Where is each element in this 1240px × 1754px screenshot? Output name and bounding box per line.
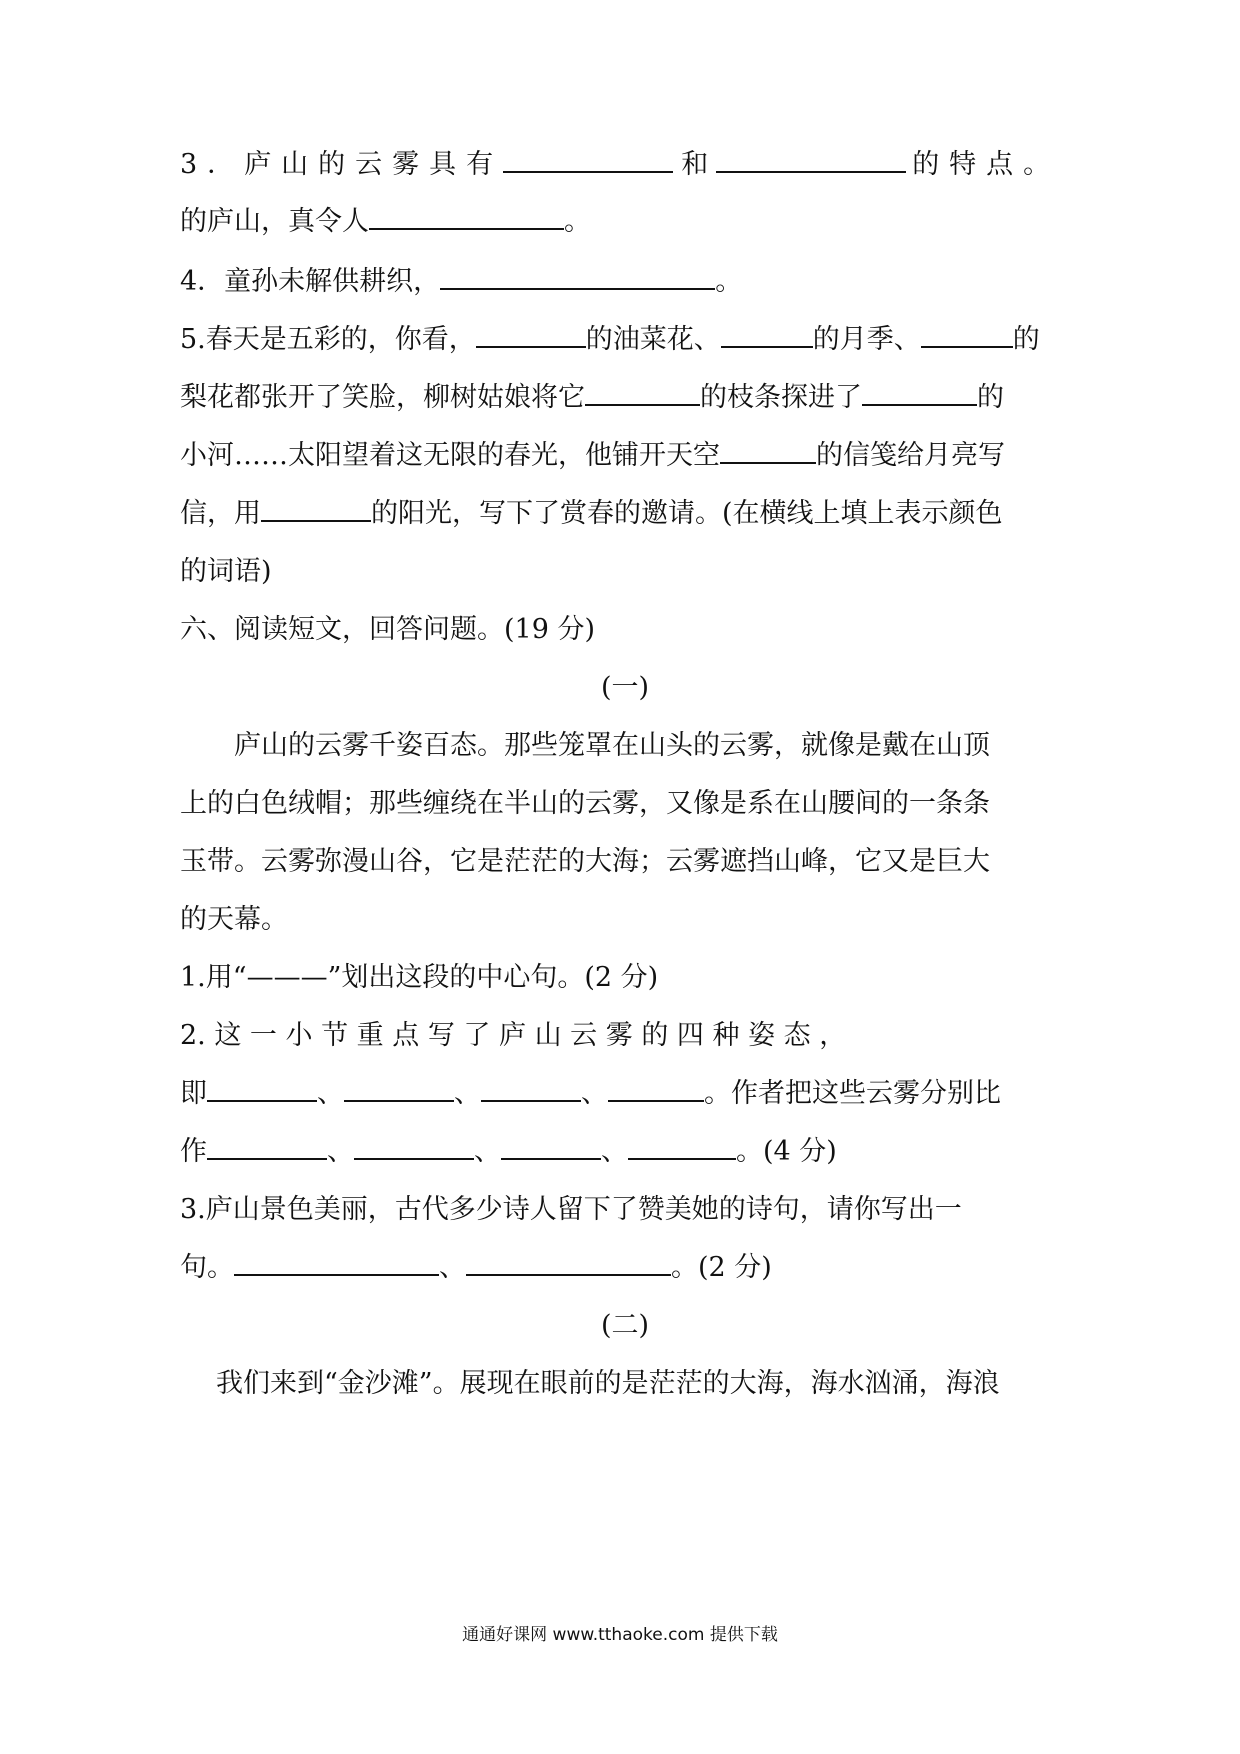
q5-line2 xyxy=(180,378,1070,418)
part2-para-line1: 我们来到“金沙滩”。展现在眼前的是茫茫的大海，海水汹涌，海浪 xyxy=(216,1368,1000,1399)
poem-blank-2[interactable] xyxy=(466,1248,671,1276)
q5-l2b: 的枝条探进了 xyxy=(700,382,862,413)
q3-blank-2[interactable] xyxy=(716,145,906,173)
q3-blank-1[interactable] xyxy=(503,145,673,173)
q3-blank-3[interactable] xyxy=(369,202,564,230)
q5-blank-5[interactable] xyxy=(862,378,977,406)
q5-l1a: 5.春天是五彩的，你看， xyxy=(180,324,476,355)
q5-blank-4[interactable] xyxy=(585,378,700,406)
page-footer: 通通好课网 www.tthaoke.com 提供下载 xyxy=(462,1625,778,1645)
q2c-end: 。(4 分) xyxy=(736,1136,837,1167)
q2-blank-8[interactable] xyxy=(628,1132,736,1160)
part1-question-1: 1.用“———”划出这段的中心句。(2 分) xyxy=(180,962,659,993)
q3-end: 的特点。 xyxy=(912,149,1061,180)
q3-number: 3． xyxy=(180,149,245,180)
q2-blank-5[interactable] xyxy=(207,1132,327,1160)
q5-l1b: 的油菜花、 xyxy=(585,324,721,355)
q3-line2 xyxy=(180,202,1070,242)
q2-blank-1[interactable] xyxy=(207,1074,317,1102)
q5-l2a: 梨花都张开了笑脸，柳树姑娘将它 xyxy=(180,382,585,413)
q5-blank-7[interactable] xyxy=(261,494,371,522)
q5-l4a: 信，用 xyxy=(180,498,261,529)
sep: 、 xyxy=(581,1078,608,1109)
part1-para-line1: 庐山的云雾千姿百态。那些笼罩在山头的云雾，就像是戴在山顶 xyxy=(234,730,990,761)
q2c-start: 作 xyxy=(180,1136,207,1167)
q2-blank-7[interactable] xyxy=(501,1132,601,1160)
q5-blank-6[interactable] xyxy=(720,436,816,464)
q3-text: 庐山的云雾具有 xyxy=(244,149,504,180)
section-6-title: 六、阅读短文，回答问题。(19 分) xyxy=(180,614,596,645)
sep: 、 xyxy=(327,1136,354,1167)
part1-question-2-line1: 2. 这 一 小 节 重 点 写 了 庐 山 云 雾 的 四 种 姿 态 ， xyxy=(180,1020,847,1051)
q5-blank-2[interactable] xyxy=(721,320,813,348)
q5-line3 xyxy=(180,436,1070,476)
q2-start: 即 xyxy=(180,1078,207,1109)
q3-line2-end: 。 xyxy=(564,206,591,237)
q3-line2-text: 的庐山，真令人 xyxy=(180,206,369,237)
q5-line4 xyxy=(180,494,1070,534)
part1-question-2-line2 xyxy=(180,1074,1070,1114)
q2-blank-4[interactable] xyxy=(608,1074,704,1102)
part1-para-line2: 上的白色绒帽；那些缠绕在半山的云雾，又像是系在山腰间的一条条 xyxy=(180,788,990,819)
q5-l3b: 的信笺给月亮写 xyxy=(816,440,1005,471)
sep: 、 xyxy=(454,1078,481,1109)
q4-end: 。 xyxy=(715,266,743,297)
q4-blank[interactable] xyxy=(440,262,715,290)
q5-l3a: 小河……太阳望着这无限的春光，他铺开天空 xyxy=(180,440,720,471)
sep: 、 xyxy=(317,1078,344,1109)
part2-heading: (二) xyxy=(600,1310,650,1341)
part1-para-line3: 玉带。云雾弥漫山谷，它是茫茫的大海；云雾遮挡山峰，它又是巨大 xyxy=(180,846,990,877)
q3-line1 xyxy=(180,145,1070,185)
q5-l4b: 的阳光，写下了赏春的邀请。(在横线上填上表示颜色 xyxy=(371,498,1003,529)
q5-line5: 的词语) xyxy=(180,556,272,587)
part1-question-3-line1: 3.庐山景色美丽，古代多少诗人留下了赞美她的诗句，请你写出一 xyxy=(180,1194,962,1225)
sep: 、 xyxy=(474,1136,501,1167)
q5-l1c: 的月季、 xyxy=(812,324,921,355)
q4-line xyxy=(180,262,1070,302)
poem-blank-1[interactable] xyxy=(234,1248,439,1276)
part1-question-2-line3 xyxy=(180,1132,1070,1172)
q4-text: 4．童孙未解供耕织， xyxy=(180,266,441,297)
sep: 、 xyxy=(601,1136,628,1167)
q3-and: 和 xyxy=(681,149,709,180)
q3b-end: 。(2 分) xyxy=(671,1252,772,1283)
q5-l1d: 的 xyxy=(1012,324,1040,355)
sep: 、 xyxy=(439,1252,466,1283)
q2-blank-3[interactable] xyxy=(481,1074,581,1102)
q3b-start: 句。 xyxy=(180,1252,234,1283)
q2-blank-2[interactable] xyxy=(344,1074,454,1102)
part1-heading: (一) xyxy=(600,672,650,703)
q2-end: 。作者把这些云雾分别比 xyxy=(704,1078,1001,1109)
q5-blank-1[interactable] xyxy=(476,320,586,348)
part1-para-line4: 的天幕。 xyxy=(180,904,288,935)
q5-l2c: 的 xyxy=(977,382,1004,413)
part1-question-3-line2 xyxy=(180,1248,1070,1288)
q5-blank-3[interactable] xyxy=(921,320,1013,348)
q2-blank-6[interactable] xyxy=(354,1132,474,1160)
q5-line1 xyxy=(180,320,1070,360)
